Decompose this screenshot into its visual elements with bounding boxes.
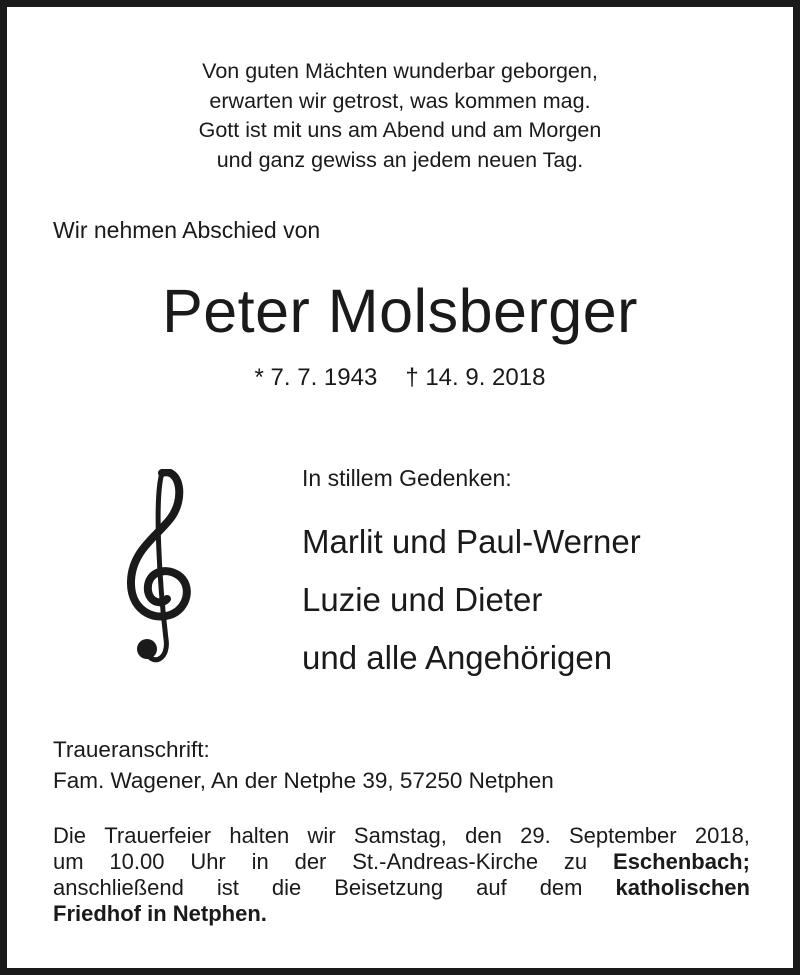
funeral-service-info	[53, 823, 750, 927]
service-line: um 10.00 Uhr in der St.-Andreas-Kirche zu Eschenbach;	[53, 849, 750, 874]
ceremony-location: Eschenbach;	[613, 849, 750, 874]
mourner-entry: und alle Angehörigen	[302, 639, 613, 676]
service-line	[53, 901, 750, 927]
poem-line: Gott ist mit uns am Abend und am Morgen	[198, 118, 602, 142]
address-label: Traueranschrift:	[53, 737, 210, 762]
poem-line: erwarten wir getrost, was kommen mag.	[209, 88, 591, 113]
poem-line: Von guten Mächten wunderbar geborgen,	[202, 59, 598, 83]
poem-line: und ganz gewiss an jedem neuen Tag.	[216, 147, 584, 172]
mourning-address	[53, 734, 554, 796]
service-line: anschließend ist die Beisetzung auf dem katholischen	[53, 875, 750, 900]
birth-date: * 7. 7. 1943	[254, 364, 378, 391]
address-text: Fam. Wagener, An der Netphe 39, 57250 Netphen	[53, 768, 554, 793]
burial-location: Friedhof in Netphen.	[53, 901, 267, 926]
service-line: Die Trauerfeier halten wir Samstag, den 29. September 2018,	[53, 823, 750, 848]
deceased-name: Peter Molsberger	[162, 277, 638, 345]
death-date: † 14. 9. 2018	[405, 364, 546, 391]
mourner-entry: Luzie und Dieter	[302, 581, 543, 618]
mourner-entry: Marlit und Paul-Werner	[302, 523, 641, 560]
farewell-intro: Wir nehmen Abschied von	[53, 217, 321, 243]
poem	[7, 57, 793, 175]
memory-label: In stillem Gedenken:	[302, 465, 512, 491]
treble-clef-icon	[120, 469, 198, 669]
mourners-list	[302, 513, 641, 687]
life-dates	[7, 364, 793, 392]
